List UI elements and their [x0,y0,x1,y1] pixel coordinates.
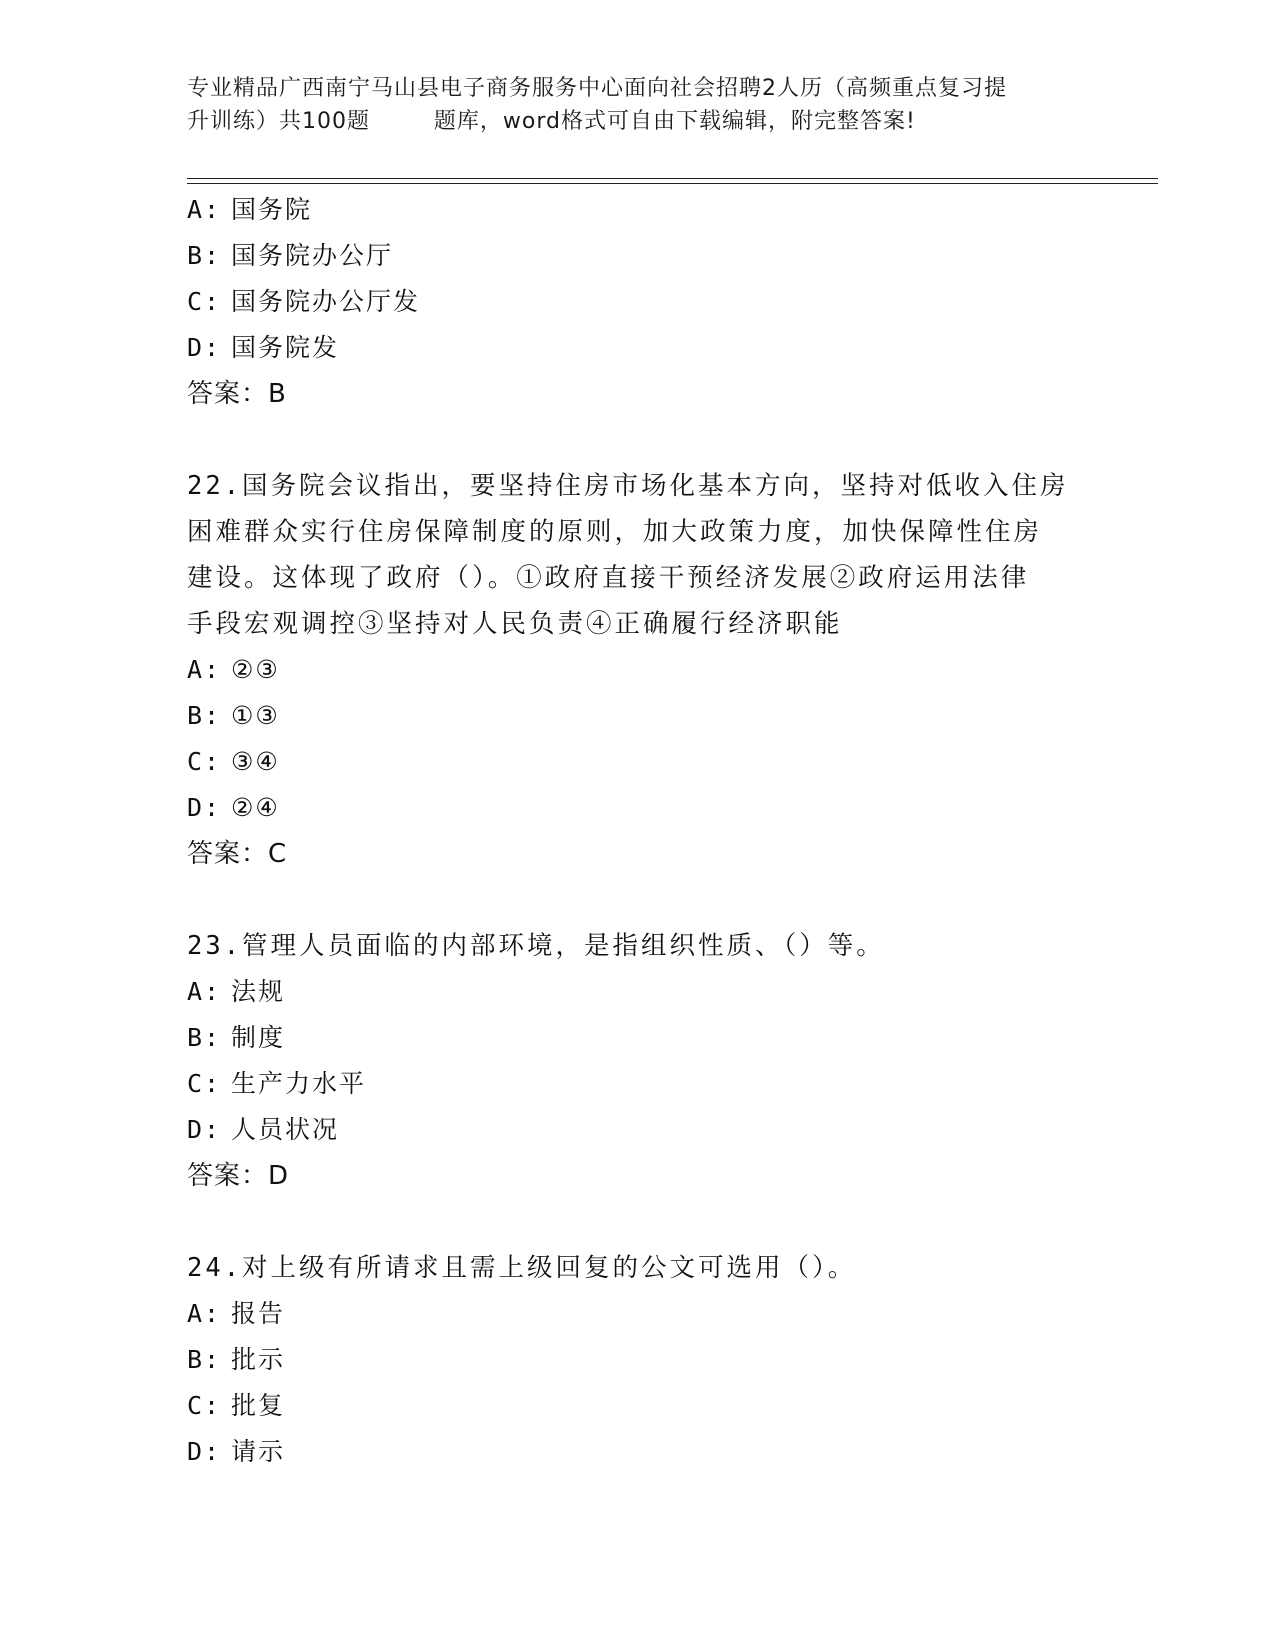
header-title-line-2: 升训练）共100题 题库，word格式可自由下载编辑，附完整答案! [187,109,916,134]
option-key: D: [187,1437,222,1466]
option-text: ②③ [231,655,280,684]
option-a [187,187,1087,233]
header-rule-top [187,178,1158,179]
question-21-block [187,187,1087,417]
question-text-line: 23.管理人员面临的内部环境，是指组织性质、（）等。 [187,931,885,961]
spacer [187,877,1087,923]
option-a [187,1291,1087,1337]
option-text: 生产力水平 [231,1069,367,1098]
spacer [187,1199,1087,1245]
answer-line: 答案：D [187,1161,290,1191]
option-key: C: [187,1391,222,1420]
option-b [187,1015,1087,1061]
option-c [187,739,1087,785]
option-text: 国务院办公厅 [231,241,394,270]
option-d [187,1107,1087,1153]
option-key: C: [187,747,222,776]
option-key: A: [187,1299,222,1328]
option-key: B: [187,1023,222,1052]
option-key: B: [187,701,222,730]
option-c [187,279,1087,325]
header-title-line-1: 专业精品广西南宁马山县电子商务服务中心面向社会招聘2人历（高频重点复习提 [187,76,1007,101]
question-22-block [187,463,1087,877]
question-text [187,463,1087,647]
option-d [187,1429,1087,1475]
option-key: C: [187,1069,222,1098]
option-c [187,1061,1087,1107]
header-rule-bottom [187,183,1158,184]
document-header [187,72,1092,138]
option-text: 请示 [231,1437,286,1466]
option-text: 法规 [231,977,286,1006]
option-text: 批示 [231,1345,286,1374]
option-c [187,1383,1087,1429]
option-text: ③④ [231,747,280,776]
option-d [187,785,1087,831]
option-key: D: [187,333,222,362]
option-text: 国务院 [231,195,313,224]
question-24-block [187,1245,1087,1475]
question-content [187,187,1087,1475]
option-text: ②④ [231,793,280,822]
option-a [187,647,1087,693]
question-text-line: 手段宏观调控③坚持对人民负责④正确履行经济职能 [187,609,843,639]
question-text-line: 建设。这体现了政府（）。①政府直接干预经济发展②政府运用法律 [187,563,1030,593]
question-text [187,1245,1087,1291]
option-text: 报告 [231,1299,286,1328]
option-key: C: [187,287,222,316]
question-text-line: 22.国务院会议指出，要坚持住房市场化基本方向，坚持对低收入住房 [187,471,1069,501]
question-text-line: 困难群众实行住房保障制度的原则，加大政策力度，加快保障性住房 [187,517,1043,547]
answer-line: 答案：B [187,379,287,409]
option-b [187,693,1087,739]
option-text: 制度 [231,1023,286,1052]
option-a [187,969,1087,1015]
option-b [187,233,1087,279]
question-text [187,923,1087,969]
option-text: 人员状况 [231,1115,340,1144]
option-b [187,1337,1087,1383]
spacer [187,417,1087,463]
option-text: 国务院发 [231,333,340,362]
question-text-line: 24.对上级有所请求且需上级回复的公文可选用（）。 [187,1253,857,1283]
option-key: A: [187,195,222,224]
option-text: 批复 [231,1391,286,1420]
option-key: A: [187,977,222,1006]
option-key: B: [187,1345,222,1374]
option-d [187,325,1087,371]
option-text: 国务院办公厅发 [231,287,421,316]
option-key: D: [187,793,222,822]
option-key: A: [187,655,222,684]
option-key: D: [187,1115,222,1144]
answer-line: 答案：C [187,839,288,869]
question-23-block [187,923,1087,1199]
option-text: ①③ [231,701,280,730]
option-key: B: [187,241,222,270]
